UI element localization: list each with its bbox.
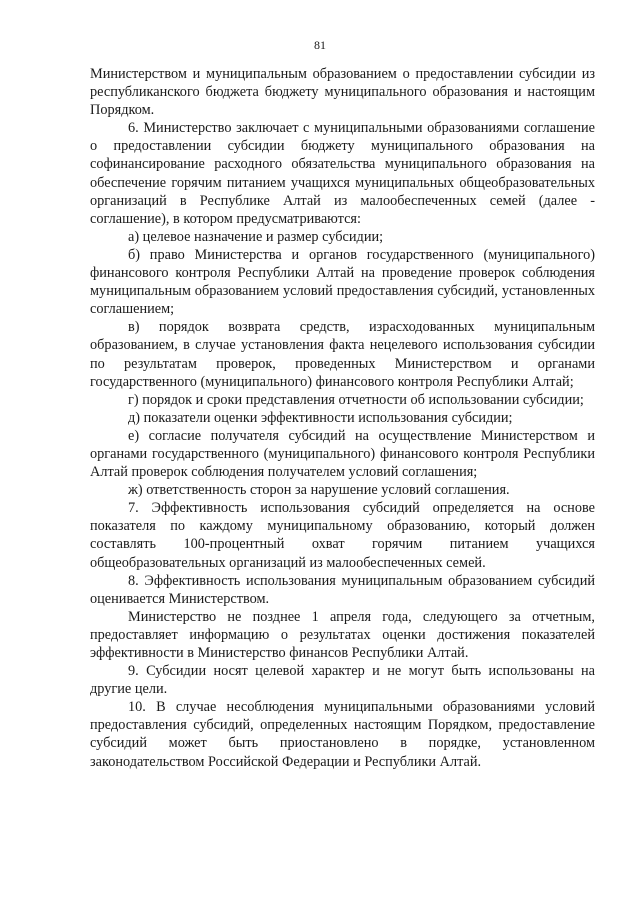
paragraph-item-a: а) целевое назначение и размер субсидии;: [128, 228, 384, 245]
paragraph-clause-6: 6. Министерство заключает с муниципальными образованиями соглашение о предоставлении субсидии бюджету муниципального образования на софинансирование расходного обязательства муниципального образования на обеспечение горячим питанием учащихся муниципальных общеобразовательных организаций в Республике Алтай из малообеспеченных семей (далее - соглашение), в котором предусматриваются:: [90, 120, 595, 227]
paragraph-item-v: в) порядок возврата средств, израсходованных муниципальным образованием, в случае установления факта нецелевого использования субсидии по результатам проверок, проведенных Министерством и органами государственного (муниципального) финансового контроля Республики Алтай;: [90, 319, 595, 390]
paragraph-item-b: б) право Министерства и органов государственного (муниципального) финансового контроля Республики Алтай на проведение проверок соблюдения муниципальным образованием условий предоставления субсидий, установленных соглашением;: [90, 246, 595, 318]
paragraph-clause-8-cont: Министерство не позднее 1 апреля года, следующего за отчетным, предоставляет информацию о результатах оценки достижения показателей эффективности в Министерство финансов Республики Алтай.: [90, 608, 595, 661]
page-number: 81: [314, 38, 326, 52]
paragraph-clause-9: 9. Субсидии носят целевой характер и не могут быть использованы на другие цели.: [90, 663, 595, 698]
paragraph-clause-7: 7. Эффективность использования субсидий определяется на основе показателя по каждому муниципальному образованию, который должен составлять 100-процентный охват горячим питанием учащихся общеобразовательных организаций из малообеспеченных семей.: [90, 500, 595, 571]
paragraph-item-g: г) порядок и сроки представления отчетности об использовании субсидии;: [128, 391, 584, 408]
paragraph-clause-8: 8. Эффективность использования муниципальным образованием субсидий оценивается Министерством.: [90, 572, 595, 607]
paragraph-item-e: е) согласие получателя субсидий на осуществление Министерством и органами государственного (муниципального) финансового контроля Республики Алтай проверок соблюдения получателем условий соглашения;: [90, 427, 595, 481]
paragraph-item-d: д) показатели оценки эффективности использования субсидии;: [128, 409, 513, 426]
document-body: [90, 65, 595, 771]
paragraph-item-zh: ж) ответственность сторон за нарушение условий соглашения.: [128, 482, 510, 499]
paragraph-continuation: Министерством и муниципальным образованием о предоставлении субсидии из республиканского бюджета бюджету муниципального образования и настоящим Порядком.: [90, 66, 595, 119]
paragraph-clause-10: 10. В случае несоблюдения муниципальными образованиями условий предоставления субсидий, определенных настоящим Порядком, предоставление субсидий может быть приостановлено в порядке, установленном законодательством Российской Федерации и Республики Алтай.: [90, 699, 595, 770]
